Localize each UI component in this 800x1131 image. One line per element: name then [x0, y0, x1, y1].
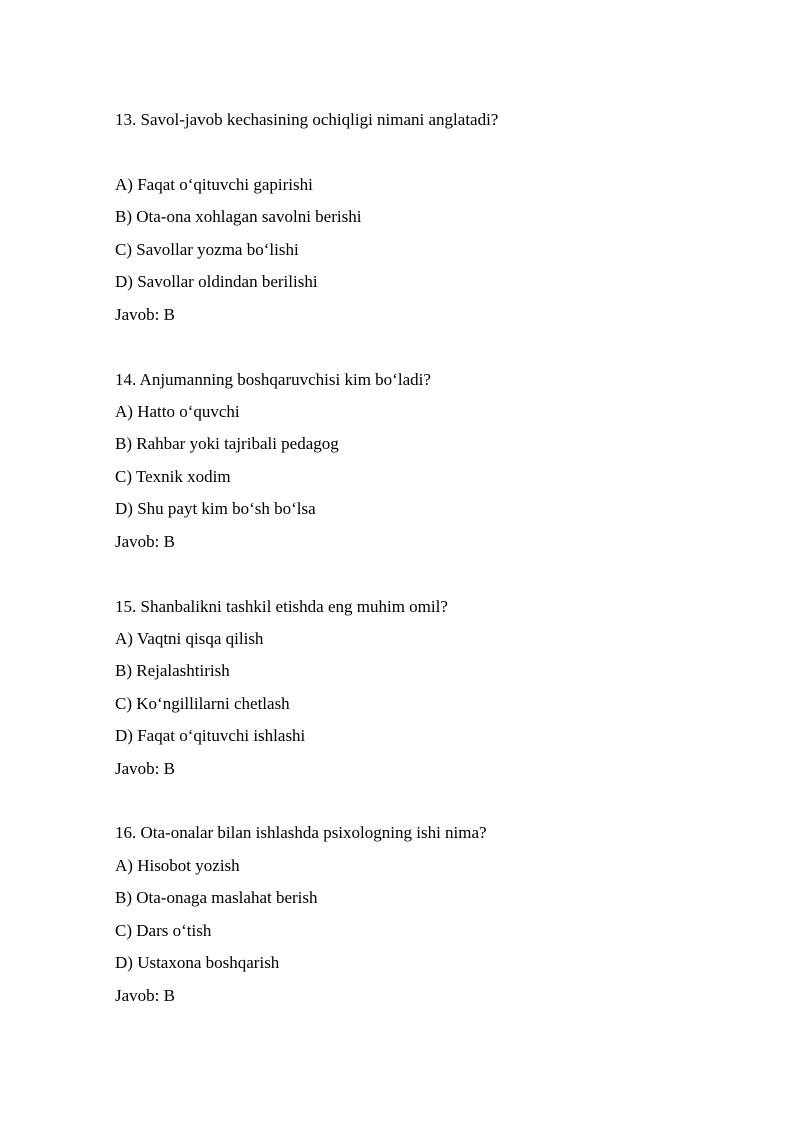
question-15-option-c: C) Ko‘ngillilarni chetlash [115, 694, 290, 713]
question-16-option-d: D) Ustaxona boshqarish [115, 953, 280, 972]
question-15-option-a: A) Vaqtni qisqa qilish [115, 629, 264, 648]
question-16-option-b: B) Ota-onaga maslahat berish [115, 888, 318, 907]
question-13-option-a: A) Faqat o‘qituvchi gapirishi [115, 175, 313, 194]
question-16-text: 16. Ota-onalar bilan ishlashda psixologning ishi nima? [115, 823, 487, 842]
question-14-option-c: C) Texnik xodim [115, 467, 231, 486]
question-13-answer: Javob: B [115, 305, 175, 324]
question-13-option-c: C) Savollar yozma bo‘lishi [115, 240, 299, 259]
question-15-text: 15. Shanbalikni tashkil etishda eng muhim omil? [115, 597, 448, 616]
question-16-option-c: C) Dars o‘tish [115, 921, 212, 940]
question-15-option-d: D) Faqat o‘qituvchi ishlashi [115, 726, 306, 745]
question-14-answer: Javob: B [115, 532, 175, 551]
question-14-option-b: B) Rahbar yoki tajribali pedagog [115, 434, 339, 453]
question-15-answer: Javob: B [115, 759, 175, 778]
question-14-option-d: D) Shu payt kim bo‘sh bo‘lsa [115, 499, 316, 518]
question-14-option-a: A) Hatto o‘quvchi [115, 402, 240, 421]
question-13-option-b: B) Ota-ona xohlagan savolni berishi [115, 207, 362, 226]
question-16-answer: Javob: B [115, 986, 175, 1005]
question-14-text: 14. Anjumanning boshqaruvchisi kim bo‘ladi? [115, 370, 431, 389]
question-13-option-d: D) Savollar oldindan berilishi [115, 272, 318, 291]
question-13-text: 13. Savol-javob kechasining ochiqligi nimani anglatadi? [115, 110, 499, 129]
question-16-option-a: A) Hisobot yozish [115, 856, 240, 875]
question-15-option-b: B) Rejalashtirish [115, 661, 230, 680]
